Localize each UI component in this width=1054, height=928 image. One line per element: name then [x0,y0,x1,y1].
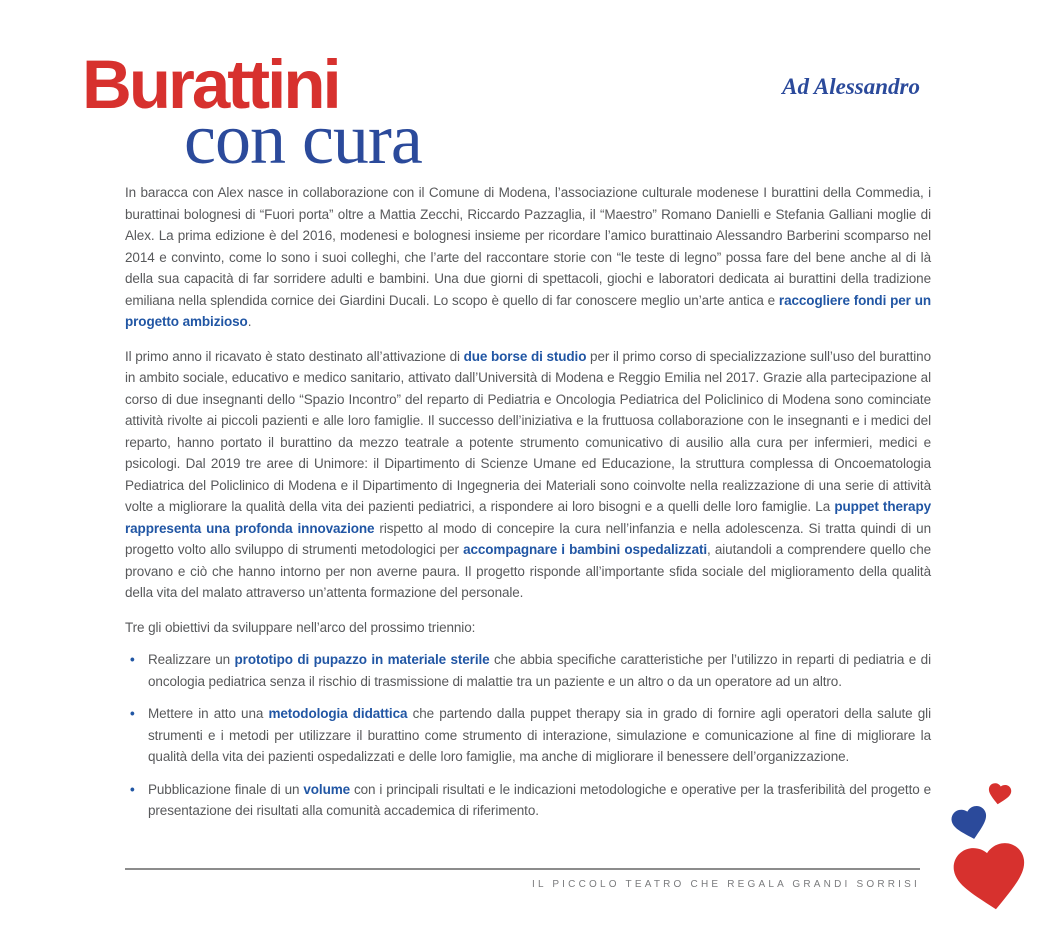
list-item-prototype [125,649,931,692]
list-item-volume [125,779,931,822]
objectives-list [125,649,931,822]
article-title [82,46,422,179]
red-heart-small-icon [984,779,1015,808]
list-item-text: Mettere in atto una metodologia didattica che partendo dalla puppet therapy sia in grado di fornire agli operatori della salute gli strumenti e i metodi per utilizzare il burattino come strumento di interazione, simulazione e comunicazione al fine di migliorare la qualità della vita dei pazienti ospedalizzati e delle loro famiglie, ma anche di migliorare il benessere dell’organizzazione. [148,706,931,764]
page-footer [125,868,920,890]
footer-tagline: IL PICCOLO TEATRO CHE REGALA GRANDI SORRISI [531,879,920,890]
article-body [125,182,931,833]
list-item-text: Realizzare un prototipo di pupazzo in materiale sterile che abbia specifiche caratteristiche per l’utilizzo in reparti di pediatria e di oncologia pediatrica senza il rischio di trasmissione di malattie tra un paziente e un altro o da un operatore ad un altro. [148,652,931,689]
list-item-text: Pubblicazione finale di un volume con i principali risultati e le indicazioni metodologiche e operative per la trasferibilità del progetto e presentazione dei risultati alla comunità accademica di riferimento. [148,781,931,818]
title-line2: con cura [184,99,422,179]
objectives-intro: Tre gli obiettivi da sviluppare nell’arco del prossimo triennio: [125,619,476,635]
paragraph-2: Il primo anno il ricavato è stato destinato all’attivazione di due borse di studio per il primo corso di specializzazione sull’uso del burattino in ambito sociale, educativo e medico sanitario, attivato dall’Università di Modena e Reggio Emilia nel 2017. Grazie alla partecipazione al corso di due insegnanti dello “Spazio Incontro” del reparto di Pediatria e Oncologia Pediatrica del Policlinico di Modena sono cominciate attività rivolte ai piccoli pazienti e alle loro famiglie. Il successo dell’iniziativa e la fruttuosa collaborazione con le insegnanti e i medici del reparto, hanno portato il burattino da mezzo teatrale a potente strumento comunicativo di ausilio alla cura per infermieri, medici e psicologi. Dal 2019 tre aree di Unimore: il Dipartimento di Scienze Umane ed Educazione, la struttura complessa di Oncoematologia Pediatrica del Policlinico di Modena e il Dipartimento di Ingegneria dei Materiali sono coinvolte nella realizzazione di una serie di attività volte a migliorare la qualità della vita dei pazienti pediatrici, a rispondere ai loro bisogni e a quelli delle loro famiglie. La puppet therapy rappresenta una profonda innovazione rispetto al modo di concepire la cura nell’infanzia e nella adolescenza. Si tratta quindi di un progetto volto allo sviluppo di strumenti metodologici per accompagnare i bambini ospedalizzati, aiutandoli a comprendere quello che provano e ciò che hanno intorno per non averne paura. Il progetto risponde all’importante sfida sociale del miglioramento della qualità della vita del malato attraverso un’attenta formazione del personale. [125,348,932,600]
footer-rule [125,868,920,870]
hearts-decoration [934,776,1046,922]
paragraph-1: In baracca con Alex nasce in collaborazione con il Comune di Modena, l’associazione culturale modenese I burattini della Commedia, i burattinai bolognesi di “Fuori porta” oltre a Mattia Zecchi, Riccardo Pazzaglia, il “Maestro” Romano Danielli e Stefania Galliani moglie di Alex. La prima edizione è del 2016, modenesi e bolognesi insieme per ricordare l’amico burattinaio Alessandro Barberini scomparso nel 2014 e convinto, come lo sono i suoi colleghi, che l’arte del raccontare storie con “le teste di legno” possa fare del bene anche al di là della sua capacità di far sorridere adulti e bambini. Una due giorni di spettacoli, giochi e laboratori dedicata ai burattini della tradizione emiliana nella splendida cornice dei Giardini Ducali. Lo scopo è quello di far conoscere meglio un’arte antica e raccogliere fondi per un progetto ambizioso. [125,185,931,329]
title-line1: Burattini [82,46,339,123]
dedication-text: Ad Alessandro [782,74,920,99]
list-item-methodology [125,703,931,768]
red-heart-large-icon [942,830,1038,920]
